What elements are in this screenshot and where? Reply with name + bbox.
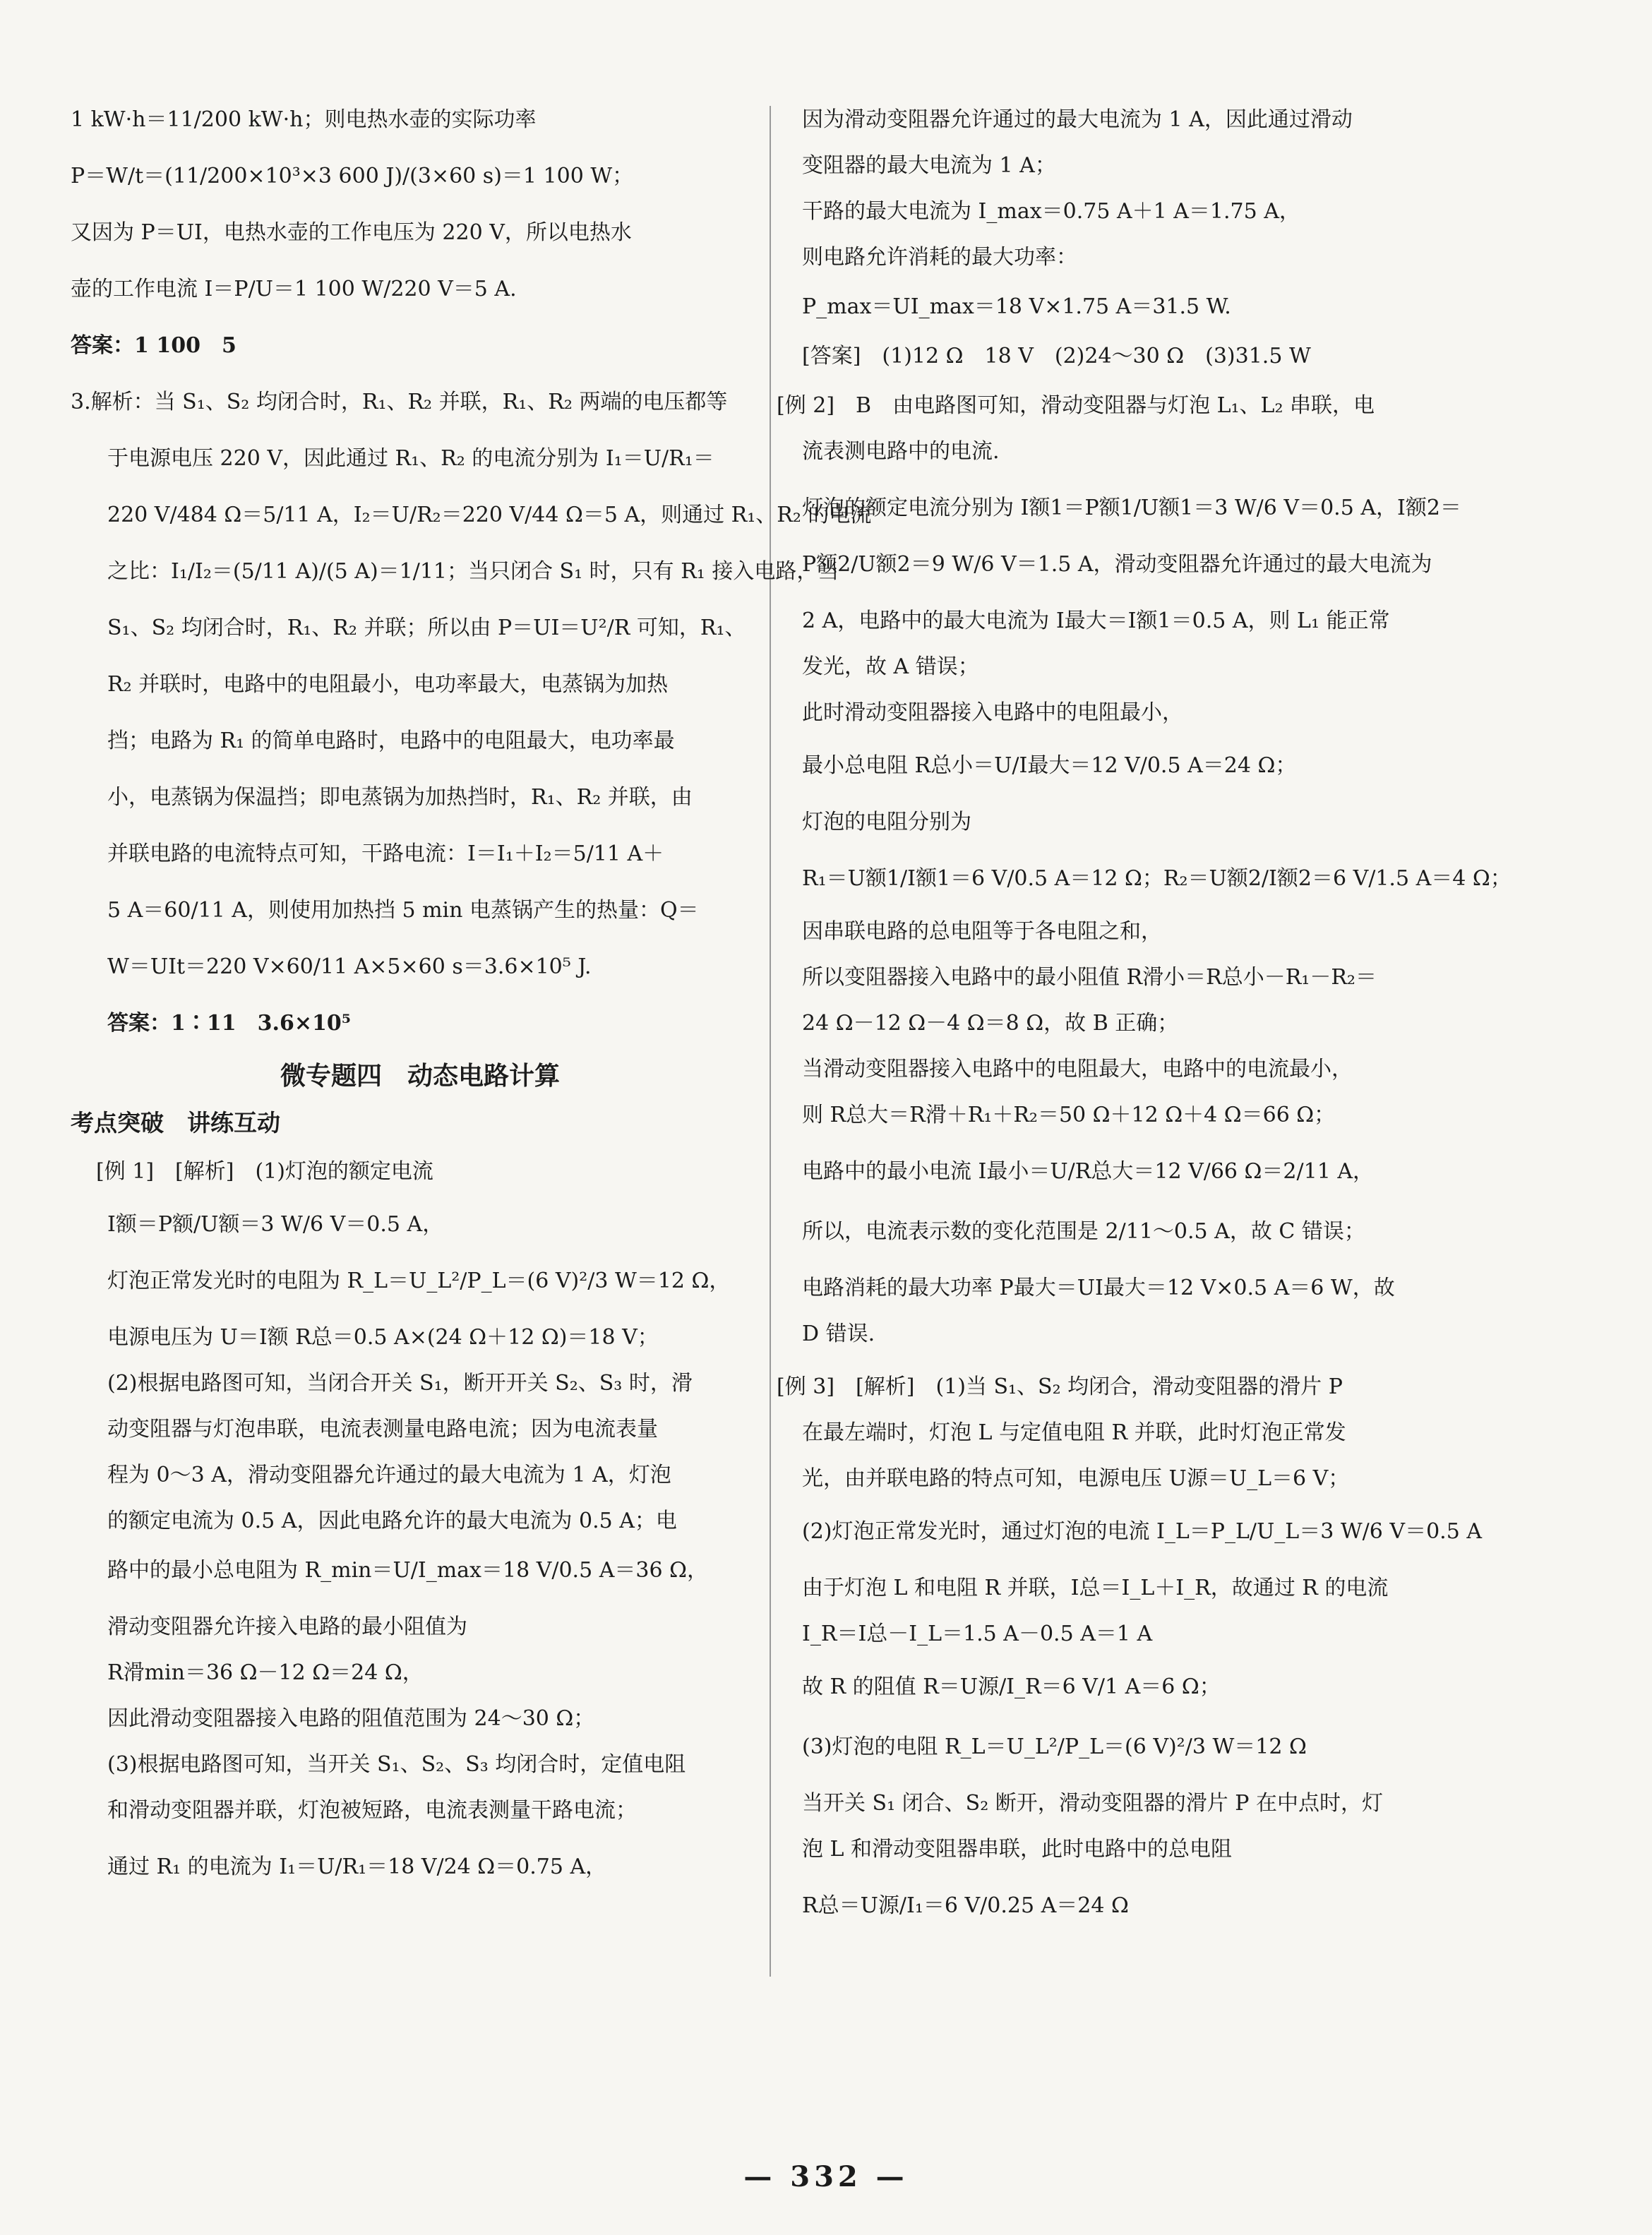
- text-line: 并联电路的电流特点可知，干路电流：I＝I₁＋I₂＝5/11 A＋: [107, 841, 664, 866]
- text-line: 所以变阻器接入电路中的最小阻值 R滑小＝R总小－R₁－R₂＝: [802, 965, 1377, 990]
- text-line: 当开关 S₁ 闭合、S₂ 断开，滑动变阻器的滑片 P 在中点时，灯: [802, 1791, 1384, 1816]
- text-line: 小，电蒸锅为保温挡；即电蒸锅为加热挡时，R₁、R₂ 并联，由: [107, 785, 693, 810]
- text-line: P＝W/t＝(11/200×10³×3 600 J)/(3×60 s)＝1 100 W；: [71, 164, 634, 188]
- example-3-heading: [例 3] [解析] (1)当 S₁、S₂ 均闭合，滑动变阻器的滑片 P: [777, 1374, 1343, 1399]
- answer-line: [答案] (1)12 Ω 18 V (2)24～30 Ω (3)31.5 W: [802, 344, 1311, 368]
- text-line: 则电路允许消耗的最大功率：: [802, 245, 1077, 270]
- text-line: 2 A，电路中的最大电流为 I最大＝I额1＝0.5 A，则 L₁ 能正常: [802, 609, 1390, 633]
- text-line: 因为滑动变阻器允许通过的最大电流为 1 A，因此通过滑动: [802, 107, 1353, 132]
- text-line: I_R＝I总－I_L＝1.5 A－0.5 A＝1 A: [802, 1622, 1153, 1646]
- text-line: 滑动变阻器允许接入电路的最小阻值为: [107, 1614, 467, 1639]
- text-line: 和滑动变阻器并联，灯泡被短路，电流表测量干路电流；: [107, 1798, 637, 1823]
- text-line: 因串联电路的总电阻等于各电阻之和，: [802, 919, 1162, 944]
- text-line: 由于灯泡 L 和电阻 R 并联，I总＝I_L＋I_R，故通过 R 的电流: [802, 1576, 1389, 1600]
- text-line: 动变阻器与灯泡串联，电流表测量电路电流；因为电流表量: [107, 1417, 658, 1442]
- text-line: 流表测电路中的电流.: [802, 439, 1000, 464]
- text-line: 于电源电压 220 V，因此通过 R₁、R₂ 的电流分别为 I₁＝U/R₁＝: [107, 446, 714, 471]
- text-line: R滑min＝36 Ω－12 Ω＝24 Ω，: [107, 1660, 424, 1685]
- text-line: (2)灯泡正常发光时，通过灯泡的电流 I_L＝P_L/U_L＝3 W/6 V＝0.5 A: [802, 1519, 1482, 1544]
- text-line: 电源电压为 U＝I额 R总＝0.5 A×(24 Ω＋12 Ω)＝18 V；: [107, 1325, 659, 1350]
- answer-line: 答案：1∶11 3.6×10⁵: [107, 1011, 351, 1036]
- text-line: P额2/U额2＝9 W/6 V＝1.5 A，滑动变阻器允许通过的最大电流为: [802, 552, 1432, 577]
- text-line: D 错误.: [802, 1322, 875, 1346]
- text-line: 程为 0～3 A，滑动变阻器允许通过的最大电流为 1 A，灯泡: [107, 1463, 671, 1487]
- text-line: 壶的工作电流 I＝P/U＝1 100 W/220 V＝5 A.: [71, 277, 517, 301]
- text-line: 变阻器的最大电流为 1 A；: [802, 153, 1056, 178]
- text-line: 电路消耗的最大功率 P最大＝UI最大＝12 V×0.5 A＝6 W，故: [802, 1276, 1395, 1300]
- text-line: (3)根据电路图可知，当开关 S₁、S₂、S₃ 均闭合时，定值电阻: [107, 1752, 686, 1777]
- text-line: 通过 R₁ 的电流为 I₁＝U/R₁＝18 V/24 Ω＝0.75 A，: [107, 1854, 607, 1879]
- text-line: 则 R总大＝R滑＋R₁＋R₂＝50 Ω＋12 Ω＋4 Ω＝66 Ω；: [802, 1103, 1336, 1127]
- text-line: 灯泡的电阻分别为: [802, 810, 971, 834]
- text-line: R₂ 并联时，电路中的电阻最小，电功率最大，电蒸锅为加热: [107, 672, 669, 697]
- text-line: (3)灯泡的电阻 R_L＝U_L²/P_L＝(6 V)²/3 W＝12 Ω: [802, 1734, 1307, 1759]
- text-line: I额＝P额/U额＝3 W/6 V＝0.5 A，: [107, 1212, 444, 1237]
- text-line: W＝UIt＝220 V×60/11 A×5×60 s＝3.6×10⁵ J.: [107, 954, 592, 979]
- section-subtitle: 考点突破 讲练互动: [71, 1109, 280, 1137]
- text-line: R₁＝U额1/I额1＝6 V/0.5 A＝12 Ω；R₂＝U额2/I额2＝6 V/1.5 A＝4 Ω；: [802, 866, 1512, 891]
- answer-line: 答案：1 100 5: [71, 333, 237, 358]
- text-line: S₁、S₂ 均闭合时，R₁、R₂ 并联；所以由 P＝UI＝U²/R 可知，R₁、: [107, 616, 746, 640]
- text-line: 泡 L 和滑动变阻器串联，此时电路中的总电阻: [802, 1837, 1232, 1862]
- column-divider: [770, 106, 771, 1977]
- text-line: 灯泡的额定电流分别为 I额1＝P额1/U额1＝3 W/6 V＝0.5 A，I额2＝: [802, 496, 1461, 520]
- page-number: — 332 —: [743, 2160, 909, 2193]
- text-line: 之比：I₁/I₂＝(5/11 A)/(5 A)＝1/11；当只闭合 S₁ 时，只有 R₁ 接入电路，当: [107, 559, 839, 584]
- text-line: 挡；电路为 R₁ 的简单电路时，电路中的电阻最大，电功率最: [107, 729, 675, 753]
- text-line: 又因为 P＝UI，电热水壶的工作电压为 220 V，所以电热水: [71, 220, 632, 245]
- example-1-heading: [例 1] [解析] (1)灯泡的额定电流: [96, 1159, 433, 1184]
- text-line: 电路中的最小电流 I最小＝U/R总大＝12 V/66 Ω＝2/11 A，: [802, 1159, 1374, 1184]
- text-line: 此时滑动变阻器接入电路中的电阻最小，: [802, 700, 1183, 725]
- text-line: 干路的最大电流为 I_max＝0.75 A＋1 A＝1.75 A，: [802, 199, 1300, 224]
- text-line: 1 kW·h＝11/200 kW·h；则电热水壶的实际功率: [71, 107, 537, 132]
- text-line: (2)根据电路图可知，当闭合开关 S₁，断开开关 S₂、S₃ 时，滑: [107, 1371, 693, 1396]
- text-line: 路中的最小总电阻为 R_min＝U/I_max＝18 V/0.5 A＝36 Ω，: [107, 1558, 708, 1583]
- text-line: 最小总电阻 R总小＝U/I最大＝12 V/0.5 A＝24 Ω；: [802, 753, 1297, 778]
- section-title: 微专题四 动态电路计算: [280, 1062, 560, 1091]
- text-line: 3.解析：当 S₁、S₂ 均闭合时，R₁、R₂ 并联，R₁、R₂ 两端的电压都等: [71, 390, 728, 414]
- example-2-heading: [例 2] B 由电路图可知，滑动变阻器与灯泡 L₁、L₂ 串联，电: [777, 393, 1375, 418]
- text-line: R总＝U源/I₁＝6 V/0.25 A＝24 Ω: [802, 1893, 1129, 1918]
- text-line: 在最左端时，灯泡 L 与定值电阻 R 并联，此时灯泡正常发: [802, 1420, 1346, 1445]
- text-line: 因此滑动变阻器接入电路的阻值范围为 24～30 Ω；: [107, 1706, 595, 1731]
- text-line: 的额定电流为 0.5 A，因此电路允许的最大电流为 0.5 A；电: [107, 1509, 677, 1533]
- text-line: 发光，故 A 错误；: [802, 654, 979, 679]
- text-line: 220 V/484 Ω＝5/11 A，I₂＝U/R₂＝220 V/44 Ω＝5 A，则通过 R₁、R₂ 的电流: [107, 503, 872, 527]
- text-line: 灯泡正常发光时的电阻为 R_L＝U_L²/P_L＝(6 V)²/3 W＝12 Ω，: [107, 1269, 731, 1293]
- text-line: 5 A＝60/11 A，则使用加热挡 5 min 电蒸锅产生的热量：Q＝: [107, 898, 699, 923]
- text-line: 所以，电流表示数的变化范围是 2/11～0.5 A，故 C 错误；: [802, 1219, 1365, 1244]
- text-line: 当滑动变阻器接入电路中的电阻最大，电路中的电流最小，: [802, 1057, 1353, 1081]
- text-line: 光，由并联电路的特点可知，电源电压 U源＝U_L＝6 V；: [802, 1466, 1350, 1491]
- text-line: P_max＝UI_max＝18 V×1.75 A＝31.5 W.: [802, 294, 1231, 319]
- text-line: 故 R 的阻值 R＝U源/I_R＝6 V/1 A＝6 Ω；: [802, 1674, 1221, 1699]
- text-line: 24 Ω－12 Ω－4 Ω＝8 Ω，故 B 正确；: [802, 1011, 1179, 1036]
